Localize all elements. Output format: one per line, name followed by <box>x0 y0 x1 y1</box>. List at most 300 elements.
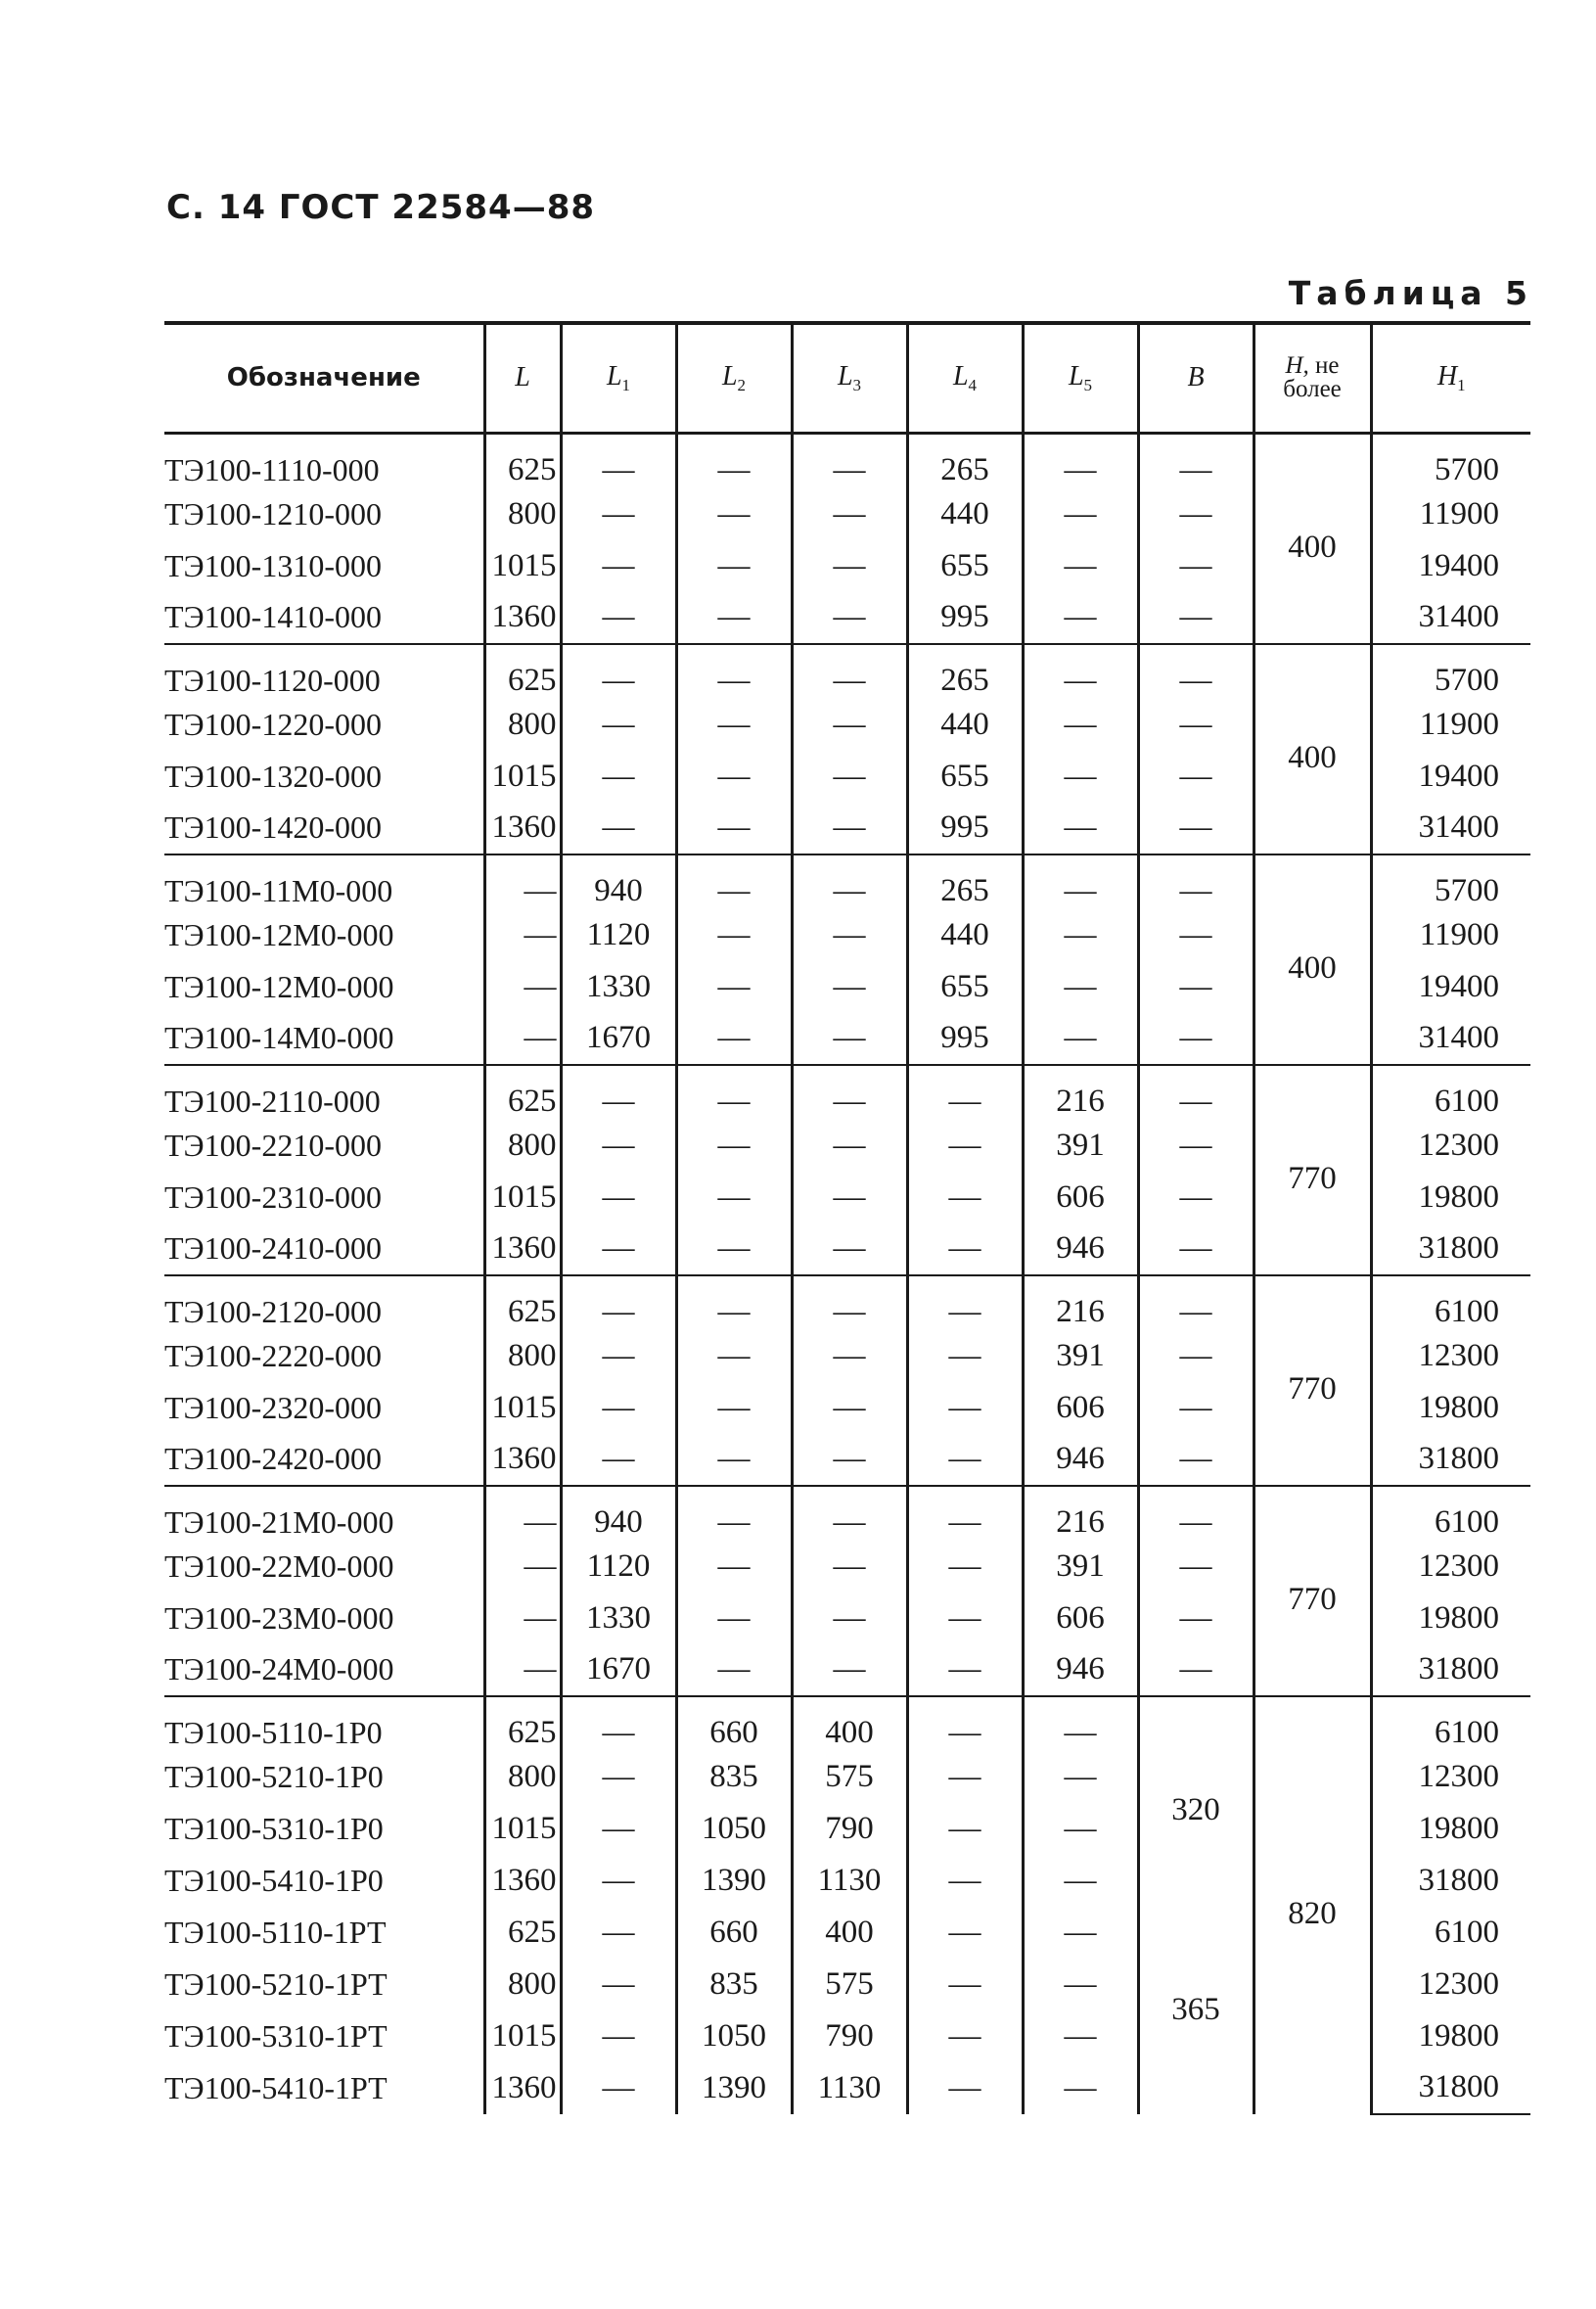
cell-designation: ТЭ100-1120-000 <box>164 662 381 698</box>
cell-L4: — <box>907 1696 1023 1751</box>
cell-L5: — <box>1023 803 1138 854</box>
cell-H1: 12300 <box>1371 1330 1530 1382</box>
cell-designation: ТЭ100-5110-1Р0 <box>164 1714 383 1750</box>
header-L5-subscript: 5 <box>1083 375 1093 394</box>
cell-L4: 265 <box>907 644 1023 699</box>
cell-L: — <box>484 961 561 1013</box>
cell-L1: 1670 <box>561 1644 676 1696</box>
cell-L5: — <box>1023 961 1138 1013</box>
cell-B: — <box>1138 1172 1254 1224</box>
cell-L2: — <box>676 1486 792 1541</box>
header-designation: Обозначение <box>226 363 421 393</box>
cell-L1: 1330 <box>561 1593 676 1644</box>
cell-L3: — <box>792 751 907 803</box>
cell-L1: — <box>561 2062 676 2114</box>
cell-L4: 655 <box>907 961 1023 1013</box>
cell-L4: — <box>907 1172 1023 1224</box>
cell-L3: 575 <box>792 1959 907 2010</box>
row-group <box>164 1275 1530 1486</box>
cell-H: 400 <box>1254 854 1371 1065</box>
cell-L1: — <box>561 592 676 644</box>
cell-L2: — <box>676 1541 792 1593</box>
cell-L4: 995 <box>907 1013 1023 1065</box>
cell-L3: 1130 <box>792 2062 907 2114</box>
cell-L1: — <box>561 1224 676 1275</box>
cell-H1: 31800 <box>1371 1434 1530 1486</box>
cell-B: — <box>1138 1065 1254 1120</box>
cell-H1: 12300 <box>1371 1959 1530 2010</box>
page-header: С. 14 ГОСТ 22584—88 <box>166 188 596 227</box>
cell-L5: — <box>1023 1855 1138 1907</box>
header-L3-symbol: L <box>837 360 853 392</box>
cell-L5: — <box>1023 854 1138 909</box>
cell-L5: 216 <box>1023 1486 1138 1541</box>
header-L3-subscript: 3 <box>852 375 862 394</box>
cell-L4: — <box>907 1959 1023 2010</box>
table-row <box>164 1486 1530 1541</box>
cell-B: — <box>1138 1644 1254 1696</box>
cell-L2: — <box>676 909 792 961</box>
cell-H: 820 <box>1254 1696 1371 2114</box>
cell-L: 1360 <box>484 1224 561 1275</box>
cell-L: 625 <box>484 644 561 699</box>
cell-L5: — <box>1023 540 1138 592</box>
cell-L2: — <box>676 1382 792 1434</box>
cell-H1: 12300 <box>1371 1751 1530 1803</box>
cell-H1: 31800 <box>1371 2062 1530 2114</box>
cell-designation: ТЭ100-5110-1РТ <box>164 1914 387 1950</box>
cell-L4: — <box>907 2062 1023 2114</box>
header-L <box>484 323 561 433</box>
cell-L: — <box>484 909 561 961</box>
cell-H1: 31800 <box>1371 1224 1530 1275</box>
cell-L3: — <box>792 1172 907 1224</box>
cell-H1: 19800 <box>1371 1803 1530 1855</box>
cell-designation: ТЭ100-5410-1Р0 <box>164 1862 384 1898</box>
cell-L: 625 <box>484 433 561 488</box>
cell-L1: — <box>561 699 676 751</box>
cell-B: — <box>1138 1434 1254 1486</box>
cell-L: — <box>484 854 561 909</box>
cell-L3: — <box>792 854 907 909</box>
cell-L1: 940 <box>561 1486 676 1541</box>
cell-L4: — <box>907 1330 1023 1382</box>
cell-L4: — <box>907 2010 1023 2062</box>
cell-B: — <box>1138 1382 1254 1434</box>
cell-H: 770 <box>1254 1486 1371 1696</box>
cell-B: — <box>1138 854 1254 909</box>
cell-L4: — <box>907 1486 1023 1541</box>
cell-L: 1015 <box>484 2010 561 2062</box>
cell-designation: ТЭ100-1220-000 <box>164 706 382 742</box>
cell-designation: ТЭ100-1310-000 <box>164 547 382 583</box>
header-H1-symbol: H <box>1436 360 1458 392</box>
cell-designation: ТЭ100-2310-000 <box>164 1178 382 1215</box>
cell-L5: — <box>1023 751 1138 803</box>
cell-H1: 31400 <box>1371 1013 1530 1065</box>
cell-L3: — <box>792 1644 907 1696</box>
cell-designation: ТЭ100-1110-000 <box>164 451 380 487</box>
cell-L2: — <box>676 540 792 592</box>
cell-H1: 19800 <box>1371 2010 1530 2062</box>
cell-L5: — <box>1023 433 1138 488</box>
cell-H1: 6100 <box>1371 1065 1530 1120</box>
cell-H1: 6100 <box>1371 1275 1530 1330</box>
cell-L4: 655 <box>907 751 1023 803</box>
cell-designation: ТЭ100-12М0-000 <box>164 968 394 1004</box>
cell-L4: — <box>907 1751 1023 1803</box>
cell-L3: — <box>792 1486 907 1541</box>
cell-L1: — <box>561 1751 676 1803</box>
cell-L3: 1130 <box>792 1855 907 1907</box>
cell-B: — <box>1138 1593 1254 1644</box>
cell-B: 365 <box>1138 1907 1254 2114</box>
cell-L: 625 <box>484 1696 561 1751</box>
cell-L4: 265 <box>907 854 1023 909</box>
cell-H1: 31400 <box>1371 592 1530 644</box>
cell-L3: — <box>792 644 907 699</box>
cell-L5: — <box>1023 699 1138 751</box>
header-L1-subscript: 1 <box>621 375 631 394</box>
cell-L: — <box>484 1593 561 1644</box>
cell-L: 1015 <box>484 1803 561 1855</box>
cell-H1: 12300 <box>1371 1120 1530 1172</box>
cell-designation: ТЭ100-23М0-000 <box>164 1599 394 1636</box>
cell-L1: — <box>561 1803 676 1855</box>
cell-L2: — <box>676 751 792 803</box>
header-L2-symbol: L <box>721 360 738 392</box>
cell-L: 800 <box>484 1330 561 1382</box>
cell-L2: — <box>676 1275 792 1330</box>
cell-H1: 31800 <box>1371 1644 1530 1696</box>
cell-L3: 400 <box>792 1907 907 1959</box>
cell-L: 1015 <box>484 1382 561 1434</box>
cell-L2: — <box>676 1330 792 1382</box>
cell-L5: 391 <box>1023 1541 1138 1593</box>
cell-L: 625 <box>484 1065 561 1120</box>
cell-L3: — <box>792 488 907 540</box>
cell-B: — <box>1138 433 1254 488</box>
cell-L1: 1330 <box>561 961 676 1013</box>
header-L2 <box>676 323 792 433</box>
cell-L: 1360 <box>484 1855 561 1907</box>
header-L1 <box>561 323 676 433</box>
cell-L1: — <box>561 2010 676 2062</box>
cell-L: 1015 <box>484 540 561 592</box>
cell-H1: 5700 <box>1371 854 1530 909</box>
cell-H1: 5700 <box>1371 433 1530 488</box>
header-L-symbol: L <box>515 362 530 393</box>
cell-L2: 835 <box>676 1751 792 1803</box>
cell-L: 800 <box>484 1120 561 1172</box>
cell-L: 800 <box>484 488 561 540</box>
cell-L5: 391 <box>1023 1120 1138 1172</box>
cell-L: 1360 <box>484 1434 561 1486</box>
cell-L3: — <box>792 1120 907 1172</box>
cell-L3: — <box>792 1434 907 1486</box>
cell-L2: 1390 <box>676 1855 792 1907</box>
cell-L4: — <box>907 1224 1023 1275</box>
table-row <box>164 854 1530 909</box>
cell-L2: 660 <box>676 1696 792 1751</box>
cell-L5: — <box>1023 2010 1138 2062</box>
cell-designation: ТЭ100-11М0-000 <box>164 872 393 908</box>
cell-B: — <box>1138 803 1254 854</box>
spec-table-wrapper <box>164 321 1530 2115</box>
cell-L: 1360 <box>484 2062 561 2114</box>
table-caption: Таблица 5 <box>1288 274 1533 312</box>
cell-L1: 1670 <box>561 1013 676 1065</box>
cell-L5: — <box>1023 1959 1138 2010</box>
cell-L: — <box>484 1541 561 1593</box>
cell-L4: — <box>907 1644 1023 1696</box>
cell-L5: — <box>1023 909 1138 961</box>
cell-L2: 835 <box>676 1959 792 2010</box>
cell-L2: — <box>676 1593 792 1644</box>
cell-L5: — <box>1023 1907 1138 1959</box>
cell-L: — <box>484 1486 561 1541</box>
cell-H1: 11900 <box>1371 699 1530 751</box>
cell-L5: 606 <box>1023 1172 1138 1224</box>
cell-L5: — <box>1023 1013 1138 1065</box>
cell-designation: ТЭ100-2210-000 <box>164 1127 382 1163</box>
cell-L3: 790 <box>792 1803 907 1855</box>
cell-L: — <box>484 1644 561 1696</box>
cell-L5: — <box>1023 2062 1138 2114</box>
cell-L: 625 <box>484 1275 561 1330</box>
cell-L1: — <box>561 1434 676 1486</box>
cell-L3: — <box>792 1065 907 1120</box>
cell-L1: — <box>561 540 676 592</box>
header-B-symbol: B <box>1187 362 1205 393</box>
table-row <box>164 644 1530 699</box>
cell-L3: 790 <box>792 2010 907 2062</box>
cell-L4: — <box>907 1065 1023 1120</box>
cell-designation: ТЭ100-2420-000 <box>164 1441 382 1476</box>
cell-B: — <box>1138 751 1254 803</box>
cell-L4: — <box>907 1803 1023 1855</box>
cell-designation: ТЭ100-2410-000 <box>164 1230 382 1266</box>
cell-designation: ТЭ100-1210-000 <box>164 495 382 531</box>
cell-L3: — <box>792 540 907 592</box>
cell-L4: 440 <box>907 699 1023 751</box>
cell-L4: — <box>907 1541 1023 1593</box>
cell-L3: — <box>792 699 907 751</box>
header-H-text: не более <box>1283 352 1342 403</box>
cell-L4: 265 <box>907 433 1023 488</box>
cell-L5: 946 <box>1023 1434 1138 1486</box>
cell-L4: 440 <box>907 909 1023 961</box>
cell-L1: 940 <box>561 854 676 909</box>
cell-L4: 655 <box>907 540 1023 592</box>
cell-L1: — <box>561 803 676 854</box>
cell-L4: — <box>907 1120 1023 1172</box>
header-L1-symbol: L <box>606 360 622 392</box>
cell-L5: — <box>1023 1803 1138 1855</box>
cell-L3: — <box>792 1541 907 1593</box>
cell-B: — <box>1138 1541 1254 1593</box>
header-B <box>1138 323 1254 433</box>
cell-H1: 5700 <box>1371 644 1530 699</box>
cell-L3: — <box>792 1382 907 1434</box>
cell-L2: 660 <box>676 1907 792 1959</box>
cell-L: 800 <box>484 1959 561 2010</box>
cell-L2: — <box>676 592 792 644</box>
cell-L5: — <box>1023 1751 1138 1803</box>
cell-L3: — <box>792 909 907 961</box>
cell-L5: 391 <box>1023 1330 1138 1382</box>
cell-L: 1360 <box>484 803 561 854</box>
cell-L2: 1050 <box>676 2010 792 2062</box>
cell-L1: 1120 <box>561 1541 676 1593</box>
cell-B: — <box>1138 961 1254 1013</box>
cell-L5: 606 <box>1023 1382 1138 1434</box>
row-group <box>164 854 1530 1065</box>
row-group <box>164 1696 1530 2114</box>
cell-designation: ТЭ100-2220-000 <box>164 1337 382 1373</box>
cell-L2: — <box>676 1065 792 1120</box>
cell-B: — <box>1138 1275 1254 1330</box>
cell-B: — <box>1138 540 1254 592</box>
cell-L2: — <box>676 1434 792 1486</box>
table-row <box>164 1065 1530 1120</box>
cell-H1: 6100 <box>1371 1696 1530 1751</box>
spec-table <box>164 321 1530 2115</box>
cell-L2: — <box>676 1120 792 1172</box>
cell-L2: — <box>676 1644 792 1696</box>
cell-L2: — <box>676 854 792 909</box>
header-H <box>1254 323 1371 433</box>
cell-H1: 19800 <box>1371 1172 1530 1224</box>
cell-L1: — <box>561 1696 676 1751</box>
row-group <box>164 1065 1530 1275</box>
row-group <box>164 1486 1530 1696</box>
cell-designation: ТЭ100-22М0-000 <box>164 1547 394 1584</box>
cell-designation: ТЭ100-5410-1РТ <box>164 2069 388 2105</box>
cell-L1: — <box>561 1065 676 1120</box>
cell-designation: ТЭ100-24М0-000 <box>164 1651 394 1686</box>
cell-designation: ТЭ100-5310-1РТ <box>164 2017 388 2054</box>
cell-H: 400 <box>1254 433 1371 644</box>
cell-L1: — <box>561 644 676 699</box>
cell-H1: 11900 <box>1371 488 1530 540</box>
cell-L2: — <box>676 1172 792 1224</box>
cell-L3: 400 <box>792 1696 907 1751</box>
cell-L1: — <box>561 1120 676 1172</box>
cell-B: — <box>1138 909 1254 961</box>
cell-L5: 216 <box>1023 1275 1138 1330</box>
cell-L: 800 <box>484 1751 561 1803</box>
cell-L2: — <box>676 488 792 540</box>
cell-designation: ТЭ100-14М0-000 <box>164 1020 394 1055</box>
table-row <box>164 1696 1530 1751</box>
cell-L1: — <box>561 1959 676 2010</box>
cell-L: 800 <box>484 699 561 751</box>
cell-B: — <box>1138 1120 1254 1172</box>
cell-designation: ТЭ100-5310-1Р0 <box>164 1810 384 1846</box>
cell-L3: — <box>792 1224 907 1275</box>
cell-H1: 19400 <box>1371 751 1530 803</box>
cell-B: — <box>1138 699 1254 751</box>
cell-L1: — <box>561 488 676 540</box>
cell-L3: — <box>792 433 907 488</box>
cell-H1: 11900 <box>1371 909 1530 961</box>
cell-L5: 946 <box>1023 1644 1138 1696</box>
cell-H1: 19800 <box>1371 1382 1530 1434</box>
cell-designation: ТЭ100-2320-000 <box>164 1389 382 1425</box>
cell-H1: 12300 <box>1371 1541 1530 1593</box>
header-H1-subscript: 1 <box>1457 375 1466 394</box>
header-H1 <box>1371 323 1530 433</box>
cell-L5: — <box>1023 592 1138 644</box>
cell-L: 1360 <box>484 592 561 644</box>
cell-L2: 1050 <box>676 1803 792 1855</box>
cell-B: — <box>1138 1330 1254 1382</box>
cell-H1: 6100 <box>1371 1907 1530 1959</box>
cell-L5: — <box>1023 488 1138 540</box>
cell-L4: — <box>907 1907 1023 1959</box>
cell-H1: 19400 <box>1371 540 1530 592</box>
cell-L1: — <box>561 1275 676 1330</box>
cell-L3: — <box>792 803 907 854</box>
cell-L: — <box>484 1013 561 1065</box>
cell-L1: — <box>561 433 676 488</box>
cell-designation: ТЭ100-5210-1РТ <box>164 1965 388 2002</box>
table-row <box>164 1275 1530 1330</box>
cell-L: 1015 <box>484 1172 561 1224</box>
cell-L1: — <box>561 751 676 803</box>
cell-L1: 1120 <box>561 909 676 961</box>
cell-L: 625 <box>484 1907 561 1959</box>
cell-designation: ТЭ100-5210-1Р0 <box>164 1758 384 1794</box>
cell-L4: 995 <box>907 592 1023 644</box>
cell-L3: — <box>792 1593 907 1644</box>
cell-L4: — <box>907 1593 1023 1644</box>
header-H-symbol: H, <box>1285 352 1309 380</box>
cell-L1: — <box>561 1855 676 1907</box>
cell-L1: — <box>561 1172 676 1224</box>
cell-designation: ТЭ100-21М0-000 <box>164 1503 394 1540</box>
cell-L5: — <box>1023 1696 1138 1751</box>
cell-L2: — <box>676 699 792 751</box>
header-L4-subscript: 4 <box>968 375 978 394</box>
header-L4 <box>907 323 1023 433</box>
cell-H: 770 <box>1254 1275 1371 1486</box>
cell-L2: — <box>676 433 792 488</box>
table-row <box>164 433 1530 488</box>
table-header <box>164 323 1530 433</box>
cell-L3: — <box>792 1275 907 1330</box>
cell-H1: 31800 <box>1371 1855 1530 1907</box>
cell-H: 770 <box>1254 1065 1371 1275</box>
cell-L3: — <box>792 592 907 644</box>
cell-L2: 1390 <box>676 2062 792 2114</box>
cell-B: — <box>1138 1013 1254 1065</box>
header-L2-subscript: 2 <box>737 375 747 394</box>
cell-B: — <box>1138 488 1254 540</box>
cell-L4: 995 <box>907 803 1023 854</box>
cell-designation: ТЭ100-1420-000 <box>164 809 382 845</box>
cell-L4: — <box>907 1275 1023 1330</box>
cell-L2: — <box>676 1224 792 1275</box>
cell-L2: — <box>676 1013 792 1065</box>
cell-L2: — <box>676 803 792 854</box>
cell-H1: 19400 <box>1371 961 1530 1013</box>
header-L5 <box>1023 323 1138 433</box>
cell-H1: 31400 <box>1371 803 1530 854</box>
cell-designation: ТЭ100-1410-000 <box>164 599 382 634</box>
cell-L3: — <box>792 961 907 1013</box>
